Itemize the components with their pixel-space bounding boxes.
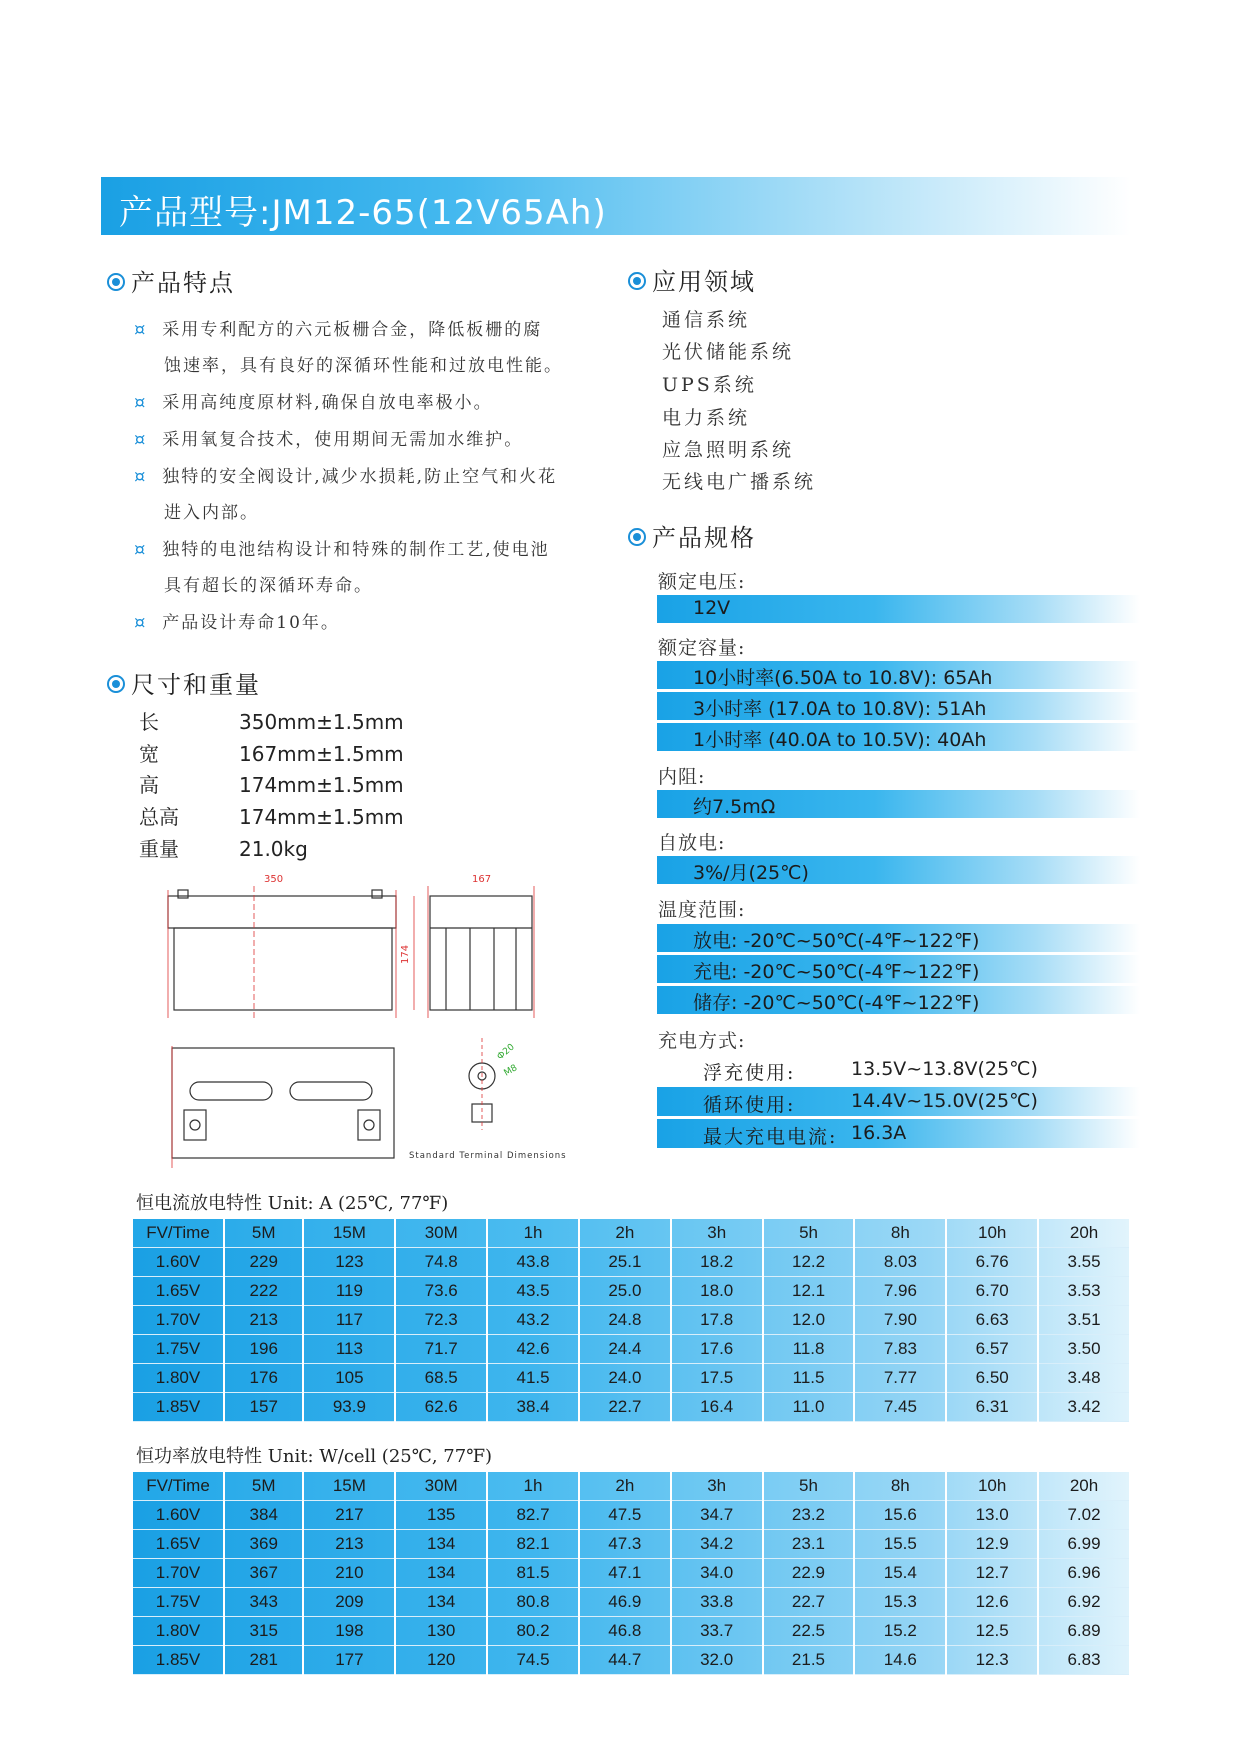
table-cell: 213 [224, 1306, 303, 1335]
table-cell: 11.8 [763, 1335, 855, 1364]
table-row-label: 1.75V [133, 1588, 224, 1617]
table-header-cell: 2h [579, 1219, 671, 1248]
height-dimension-label: 174 [400, 944, 411, 964]
cycle-charge-row: 循环使用: 14.4V~15.0V(25℃) [657, 1087, 1140, 1116]
table-row-label: 1.70V [133, 1306, 224, 1335]
top-terminal-left [184, 1110, 206, 1140]
feature-item: ¤ 产品设计寿命10年。 [134, 612, 340, 633]
table-cell: 13.0 [946, 1501, 1038, 1530]
table-cell: 42.6 [487, 1335, 579, 1364]
table-cell: 6.76 [946, 1248, 1038, 1277]
battery-drawing [160, 868, 600, 1168]
table-cell: 22.7 [763, 1588, 855, 1617]
table-cell: 68.5 [395, 1364, 487, 1393]
table-cell: 315 [224, 1617, 303, 1646]
section-bullet-icon [107, 273, 125, 291]
max-charge-current-row: 最大充电电流: 16.3A [657, 1119, 1140, 1148]
table-cell: 3.55 [1038, 1248, 1130, 1277]
table-header-cell: 10h [946, 1219, 1038, 1248]
table-row [133, 1530, 1130, 1559]
terminal-thread-label: M8 [502, 1063, 520, 1079]
table-cell: 93.9 [303, 1393, 395, 1422]
table-cell: 22.9 [763, 1559, 855, 1588]
table-cell: 43.2 [487, 1306, 579, 1335]
resistance-value: 约7.5mΩ [693, 796, 776, 818]
terminal-detail-side [472, 1104, 492, 1122]
application-list [662, 305, 816, 499]
table-header-cell: 5M [224, 1472, 303, 1501]
constant-current-table [133, 1219, 1131, 1422]
table-cell: 12.2 [763, 1248, 855, 1277]
square-bullet-icon: ¤ [134, 466, 148, 487]
table-cell: 34.7 [671, 1501, 763, 1530]
table-cell: 157 [224, 1393, 303, 1422]
table-header-cell: 8h [854, 1472, 946, 1501]
table-cell: 229 [224, 1248, 303, 1277]
table-cell: 22.5 [763, 1617, 855, 1646]
applications-heading [628, 262, 756, 297]
temp-discharge-value: 放电: -20℃~50℃(-4℉~122℉) [693, 930, 980, 952]
float-charge-row: 浮充使用: 13.5V~13.8V(25℃) [703, 1058, 1038, 1084]
table-cell: 130 [395, 1617, 487, 1646]
table-header-row [133, 1472, 1130, 1501]
rated-capacity-label: 额定容量: [658, 637, 746, 659]
dimension-row: 宽 167mm±1.5mm [139, 742, 404, 766]
table-cell: 12.1 [763, 1277, 855, 1306]
table-cell: 343 [224, 1588, 303, 1617]
table-cell: 33.7 [671, 1617, 763, 1646]
table-row-label: 1.75V [133, 1335, 224, 1364]
front-view-body [174, 928, 392, 1010]
table-cell: 32.0 [671, 1646, 763, 1675]
specs-heading [628, 518, 756, 553]
table-cell: 80.8 [487, 1588, 579, 1617]
side-view-body [430, 896, 532, 1010]
width-dimension-label: 167 [472, 874, 492, 885]
power-table-caption: 恒功率放电特性 Unit: W/cell (25℃, 77℉) [136, 1446, 493, 1467]
table-cell: 11.0 [763, 1393, 855, 1422]
table-cell: 3.42 [1038, 1393, 1130, 1422]
table-cell: 6.89 [1038, 1617, 1130, 1646]
dimension-row: 高 174mm±1.5mm [139, 773, 404, 797]
table-cell: 80.2 [487, 1617, 579, 1646]
table-cell: 6.83 [1038, 1646, 1130, 1675]
rated-voltage-label: 额定电压: [658, 571, 746, 593]
table-cell: 8.03 [854, 1248, 946, 1277]
table-cell: 12.3 [946, 1646, 1038, 1675]
table-cell: 15.3 [854, 1588, 946, 1617]
table-cell: 74.8 [395, 1248, 487, 1277]
table-cell: 82.7 [487, 1501, 579, 1530]
table-row-label: 1.85V [133, 1393, 224, 1422]
table-cell: 23.2 [763, 1501, 855, 1530]
self-discharge-bar [657, 856, 1140, 884]
square-bullet-icon: ¤ [134, 429, 148, 450]
features-heading-text: 产品特点 [131, 269, 235, 297]
top-terminal-right [358, 1110, 380, 1140]
table-row [133, 1306, 1130, 1335]
table-cell: 7.02 [1038, 1501, 1130, 1530]
application-item: UPS系统 [662, 374, 757, 396]
table-cell: 62.6 [395, 1393, 487, 1422]
resistance-label: 内阻: [658, 766, 706, 788]
feature-item: ¤ 采用氧复合技术，使用期间无需加水维护。 [134, 429, 524, 450]
table-cell: 213 [303, 1530, 395, 1559]
table-cell: 82.1 [487, 1530, 579, 1559]
features-heading [107, 263, 235, 298]
table-row-label: 1.70V [133, 1559, 224, 1588]
dimension-row: 重量 21.0kg [139, 837, 308, 861]
length-dimension-label: 350 [264, 874, 284, 885]
table-cell: 134 [395, 1588, 487, 1617]
table-cell: 3.50 [1038, 1335, 1130, 1364]
table-cell: 6.70 [946, 1277, 1038, 1306]
table-cell: 384 [224, 1501, 303, 1530]
application-item: 通信系统 [662, 309, 751, 331]
self-discharge-label: 自放电: [658, 832, 726, 854]
table-header-cell: 15M [303, 1219, 395, 1248]
self-discharge-value: 3%/月(25℃) [693, 862, 809, 884]
application-item: 无线电广播系统 [662, 471, 817, 493]
charge-method-label: 充电方式: [658, 1030, 746, 1052]
table-row [133, 1559, 1130, 1588]
front-view-lid [168, 896, 396, 928]
table-cell: 177 [303, 1646, 395, 1675]
constant-power-table [133, 1472, 1131, 1675]
table-cell: 12.9 [946, 1530, 1038, 1559]
table-cell: 23.1 [763, 1530, 855, 1559]
temp-storage-bar [657, 986, 1140, 1014]
table-cell: 198 [303, 1617, 395, 1646]
feature-item: ¤ 采用高纯度原材料,确保自放电率极小。 [134, 392, 493, 413]
table-row [133, 1617, 1130, 1646]
dimension-row: 长 350mm±1.5mm [139, 710, 404, 734]
table-cell: 176 [224, 1364, 303, 1393]
table-cell: 209 [303, 1588, 395, 1617]
table-cell: 15.4 [854, 1559, 946, 1588]
front-terminal-left [178, 890, 188, 898]
table-header-cell: 2h [579, 1472, 671, 1501]
table-header-cell: 5h [763, 1472, 855, 1501]
table-cell: 6.57 [946, 1335, 1038, 1364]
table-cell: 44.7 [579, 1646, 671, 1675]
table-cell: 17.8 [671, 1306, 763, 1335]
table-cell: 12.0 [763, 1306, 855, 1335]
terminal-caption: Standard Terminal Dimensions [409, 1151, 567, 1161]
table-cell: 119 [303, 1277, 395, 1306]
table-row-label: 1.65V [133, 1530, 224, 1559]
capacity-bar-1h [657, 723, 1140, 751]
table-cell: 17.5 [671, 1364, 763, 1393]
table-header-cell: 3h [671, 1472, 763, 1501]
table-cell: 81.5 [487, 1559, 579, 1588]
table-header-cell: 1h [487, 1219, 579, 1248]
application-item: 光伏储能系统 [662, 341, 795, 363]
table-row-label: 1.65V [133, 1277, 224, 1306]
table-row [133, 1335, 1130, 1364]
table-cell: 43.5 [487, 1277, 579, 1306]
table-cell: 120 [395, 1646, 487, 1675]
table-cell: 34.2 [671, 1530, 763, 1559]
table-row [133, 1588, 1130, 1617]
table-cell: 16.4 [671, 1393, 763, 1422]
table-header-cell: 30M [395, 1472, 487, 1501]
capacity-bar-10h [657, 661, 1140, 689]
table-cell: 43.8 [487, 1248, 579, 1277]
table-header-cell: 20h [1038, 1472, 1130, 1501]
table-cell: 12.5 [946, 1617, 1038, 1646]
table-cell: 6.96 [1038, 1559, 1130, 1588]
table-cell: 222 [224, 1277, 303, 1306]
table-cell: 6.31 [946, 1393, 1038, 1422]
square-bullet-icon: ¤ [134, 392, 148, 413]
table-cell: 25.1 [579, 1248, 671, 1277]
dimension-list [139, 706, 404, 865]
table-cell: 38.4 [487, 1393, 579, 1422]
table-row-label: 1.80V [133, 1617, 224, 1646]
table-header-cell: 8h [854, 1219, 946, 1248]
table-cell: 71.7 [395, 1335, 487, 1364]
dimensions-heading [107, 665, 261, 700]
table-cell: 123 [303, 1248, 395, 1277]
table-cell: 17.6 [671, 1335, 763, 1364]
table-cell: 34.0 [671, 1559, 763, 1588]
specs-heading-text: 产品规格 [652, 524, 756, 552]
table-header-cell: FV/Time [133, 1219, 224, 1248]
current-table-caption: 恒电流放电特性 Unit: A (25℃, 77℉) [136, 1193, 449, 1214]
table-cell: 46.9 [579, 1588, 671, 1617]
table-header-cell: 10h [946, 1472, 1038, 1501]
table-cell: 18.0 [671, 1277, 763, 1306]
dimension-row: 总高 174mm±1.5mm [139, 805, 404, 829]
table-cell: 18.2 [671, 1248, 763, 1277]
feature-item: ¤ 采用专利配方的六元板栅合金，降低板栅的腐 [134, 319, 543, 340]
table-cell: 47.5 [579, 1501, 671, 1530]
resistance-bar [657, 790, 1140, 818]
table-header-cell: 3h [671, 1219, 763, 1248]
table-cell: 3.51 [1038, 1306, 1130, 1335]
top-view-body [172, 1048, 394, 1158]
temp-storage-value: 储存: -20℃~50℃(-4℉~122℉) [693, 992, 980, 1014]
table-cell: 12.7 [946, 1559, 1038, 1588]
table-cell: 117 [303, 1306, 395, 1335]
table-header-cell: 20h [1038, 1219, 1130, 1248]
table-row [133, 1646, 1130, 1675]
table-row [133, 1248, 1130, 1277]
table-cell: 7.83 [854, 1335, 946, 1364]
table-cell: 3.48 [1038, 1364, 1130, 1393]
capacity-3h-value: 3小时率 (17.0A to 10.8V): 51Ah [693, 698, 987, 720]
table-cell: 6.92 [1038, 1588, 1130, 1617]
table-cell: 135 [395, 1501, 487, 1530]
front-terminal-right [372, 890, 382, 898]
table-cell: 196 [224, 1335, 303, 1364]
table-header-row [133, 1219, 1130, 1248]
table-cell: 41.5 [487, 1364, 579, 1393]
table-cell: 6.99 [1038, 1530, 1130, 1559]
table-cell: 24.0 [579, 1364, 671, 1393]
table-row-label: 1.85V [133, 1646, 224, 1675]
table-cell: 14.6 [854, 1646, 946, 1675]
feature-item-cont: 进入内部。 [164, 503, 259, 523]
title-bar [101, 177, 1131, 235]
table-cell: 72.3 [395, 1306, 487, 1335]
capacity-1h-value: 1小时率 (40.0A to 10.5V): 40Ah [693, 729, 987, 751]
table-cell: 7.77 [854, 1364, 946, 1393]
table-row [133, 1277, 1130, 1306]
square-bullet-icon: ¤ [134, 539, 148, 560]
applications-heading-text: 应用领域 [652, 268, 756, 296]
rated-voltage-bar [657, 595, 1140, 623]
table-row [133, 1501, 1130, 1530]
table-header-cell: 5h [763, 1219, 855, 1248]
dimensions-heading-text: 尺寸和重量 [131, 671, 261, 699]
section-bullet-icon [628, 528, 646, 546]
temperature-label: 温度范围: [658, 899, 746, 921]
table-cell: 24.4 [579, 1335, 671, 1364]
table-cell: 7.90 [854, 1306, 946, 1335]
table-header-cell: 30M [395, 1219, 487, 1248]
table-cell: 47.3 [579, 1530, 671, 1559]
square-bullet-icon: ¤ [134, 319, 148, 340]
page-title: 产品型号:JM12-65(12V65Ah) [119, 193, 607, 233]
table-cell: 105 [303, 1364, 395, 1393]
application-item: 电力系统 [662, 407, 751, 429]
table-cell: 47.1 [579, 1559, 671, 1588]
table-row [133, 1364, 1130, 1393]
table-cell: 134 [395, 1559, 487, 1588]
table-cell: 7.96 [854, 1277, 946, 1306]
table-header-cell: 1h [487, 1472, 579, 1501]
table-cell: 6.50 [946, 1364, 1038, 1393]
table-cell: 3.53 [1038, 1277, 1130, 1306]
table-cell: 6.63 [946, 1306, 1038, 1335]
table-cell: 369 [224, 1530, 303, 1559]
table-cell: 217 [303, 1501, 395, 1530]
section-bullet-icon [628, 272, 646, 290]
temp-charge-value: 充电: -20℃~50℃(-4℉~122℉) [693, 961, 980, 983]
feature-item-cont: 蚀速率，具有良好的深循环性能和过放电性能。 [164, 356, 563, 376]
capacity-bar-3h [657, 692, 1140, 720]
application-item: 应急照明系统 [662, 439, 795, 461]
table-cell: 22.7 [579, 1393, 671, 1422]
feature-list [134, 315, 614, 644]
table-cell: 210 [303, 1559, 395, 1588]
temp-charge-bar [657, 955, 1140, 983]
feature-item: ¤ 独特的电池结构设计和特殊的制作工艺,使电池 [134, 539, 550, 560]
table-cell: 15.6 [854, 1501, 946, 1530]
table-row-label: 1.80V [133, 1364, 224, 1393]
table-cell: 21.5 [763, 1646, 855, 1675]
top-handle-right [290, 1082, 372, 1100]
table-cell: 367 [224, 1559, 303, 1588]
table-cell: 25.0 [579, 1277, 671, 1306]
table-cell: 134 [395, 1530, 487, 1559]
table-cell: 281 [224, 1646, 303, 1675]
table-row-label: 1.60V [133, 1248, 224, 1277]
temp-discharge-bar [657, 924, 1140, 952]
table-cell: 46.8 [579, 1617, 671, 1646]
table-cell: 12.6 [946, 1588, 1038, 1617]
table-header-cell: FV/Time [133, 1472, 224, 1501]
table-cell: 24.8 [579, 1306, 671, 1335]
table-cell: 113 [303, 1335, 395, 1364]
table-cell: 15.2 [854, 1617, 946, 1646]
feature-item: ¤ 独特的安全阀设计,减少水损耗,防止空气和火花 [134, 466, 558, 487]
table-cell: 15.5 [854, 1530, 946, 1559]
section-bullet-icon [107, 675, 125, 693]
table-header-cell: 15M [303, 1472, 395, 1501]
table-row [133, 1393, 1130, 1422]
table-cell: 33.8 [671, 1588, 763, 1617]
table-cell: 73.6 [395, 1277, 487, 1306]
table-cell: 7.45 [854, 1393, 946, 1422]
feature-item-cont: 具有超长的深循环寿命。 [164, 576, 373, 596]
capacity-10h-value: 10小时率(6.50A to 10.8V): 65Ah [693, 667, 993, 689]
rated-voltage-value: 12V [693, 597, 731, 619]
top-handle-left [190, 1082, 272, 1100]
table-row-label: 1.60V [133, 1501, 224, 1530]
table-cell: 11.5 [763, 1364, 855, 1393]
table-header-cell: 5M [224, 1219, 303, 1248]
square-bullet-icon: ¤ [134, 612, 148, 633]
terminal-diameter-label: Ф20 [495, 1042, 517, 1063]
table-cell: 74.5 [487, 1646, 579, 1675]
